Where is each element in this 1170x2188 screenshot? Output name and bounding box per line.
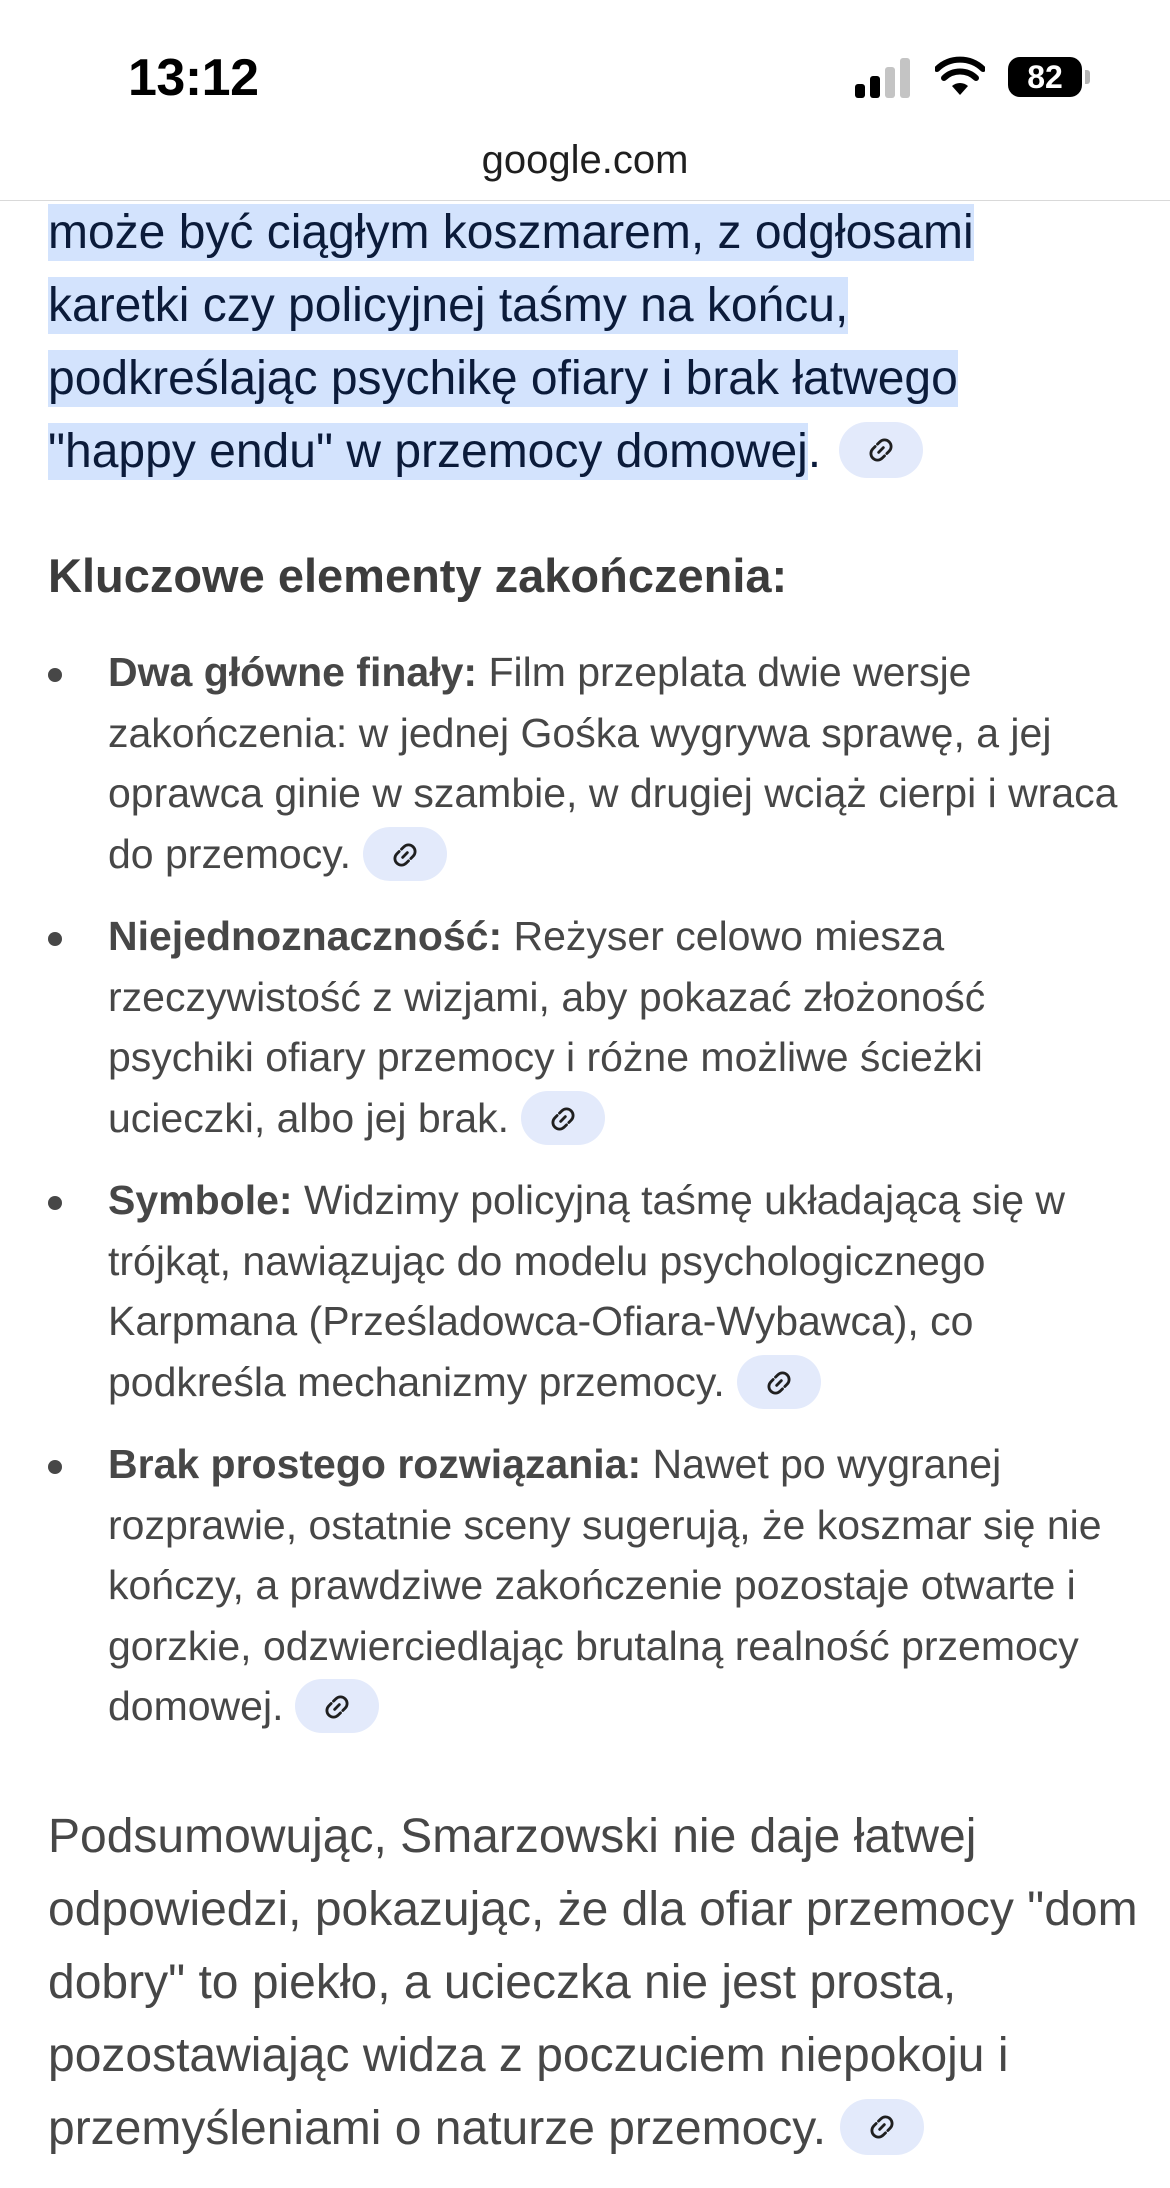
bullet-dot: [48, 1196, 62, 1210]
url-bar[interactable]: [0, 130, 1170, 201]
bullet-dot: [48, 1460, 62, 1474]
list-item: [48, 1170, 1128, 1412]
battery-level: 82: [1008, 57, 1082, 97]
source-link-button[interactable]: [737, 1355, 821, 1409]
link-icon: [765, 1369, 793, 1397]
bullet-text: Widzimy policyjną taśmę układającą się w trójkąt, nawiązując do modelu psychologicznego Karpmana (Prześladowca-Ofiara-Wybawca), co podkreśla mechanizmy przemocy.: [108, 1177, 1066, 1405]
highlight-line: może być ciągłym koszmarem, z odgłosami: [48, 206, 974, 259]
source-link-button[interactable]: [295, 1679, 379, 1733]
link-icon: [867, 436, 895, 464]
section-title: Kluczowe elementy zakończenia:: [48, 549, 788, 602]
highlighted-passage: [48, 196, 1108, 488]
bullet-text: Reżyser celowo miesza rzeczywistość z wizjami, aby pokazać złożoność psychiki ofiary przemocy i różne możliwe ścieżki ucieczki, albo jej brak.: [108, 913, 986, 1141]
highlight-line: podkreślając psychikę ofiary i brak łatwego: [48, 352, 958, 405]
link-icon: [549, 1105, 577, 1133]
list-item: [48, 906, 1128, 1148]
bullet-term: Symbole:: [108, 1177, 293, 1223]
highlight-line: karetki czy policyjnej taśmy na końcu,: [48, 279, 849, 332]
link-icon: [391, 841, 419, 869]
bullet-dot: [48, 668, 62, 682]
source-link-button[interactable]: [363, 827, 447, 881]
link-icon: [868, 2113, 896, 2141]
source-link-button[interactable]: [839, 422, 923, 478]
bullet-term: Niejednoznaczność:: [108, 913, 503, 959]
bullet-text: Nawet po wygranej rozprawie, ostatnie sceny sugerują, że koszmar się nie kończy, a prawdziwe zakończenie pozostaje otwarte i gorzkie, odzwierciedlając brutalną realność przemocy domowej.: [108, 1441, 1102, 1729]
bullet-term: Dwa główne finały:: [108, 649, 478, 695]
source-link-button[interactable]: [840, 2099, 924, 2155]
summary-paragraph: [48, 1800, 1138, 2165]
bullet-term: Brak prostego rozwiązania:: [108, 1441, 642, 1487]
status-time: 13:12: [128, 49, 259, 107]
key-elements-list: [48, 642, 1128, 1759]
bullet-text: Film przeplata dwie wersje zakończenia: w jednej Gośka wygrywa sprawę, a jej oprawca ginie w szambie, w drugiej wciąż cierpi i wraca do przemocy.: [108, 649, 1118, 877]
source-link-button[interactable]: [521, 1091, 605, 1145]
summary-text: Podsumowując, Smarzowski nie daje łatwej odpowiedzi, pokazując, że dla ofiar przemocy "dom dobry" to piekło, a ucieczka nie jest prosta, pozostawiając widza z poczuciem niepokoju i przemyśleniami o naturze przemocy.: [48, 1810, 1138, 2155]
link-icon: [323, 1693, 351, 1721]
bullet-dot: [48, 932, 62, 946]
highlight-line: "happy endu" w przemocy domowej: [48, 425, 808, 478]
list-item: [48, 1434, 1128, 1737]
list-item: [48, 642, 1128, 884]
highlight-end-punct: .: [807, 425, 822, 478]
url-domain[interactable]: google.com: [481, 138, 689, 182]
